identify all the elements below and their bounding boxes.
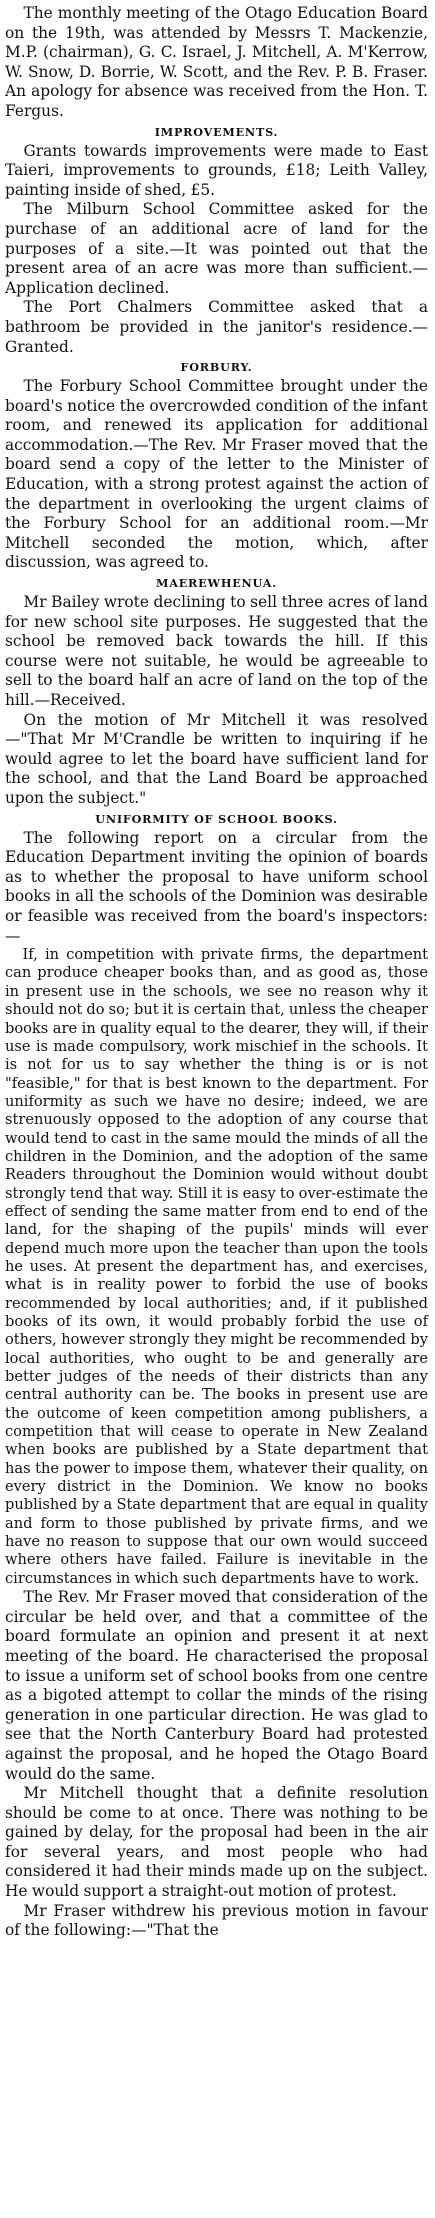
paragraph-grants: Grants towards improvements were made to East Taieri, improvements to grounds, £18; Leith Valley, painting inside of shed, £5. (5, 141, 428, 199)
paragraph-fraser-motion: The Rev. Mr Fraser moved that consideration of the circular be held over, and that a committee of the board formulate an opinion and present it at next meeting of the board. He characterised the proposal to issue a uniform set of school books from one centre as a bigoted attempt to collar the minds of the rising generation in one particular direction. He was glad to see that the North Canterbury Board had protested against the proposal, and he hoped the Otago Board would do the same. (5, 1588, 428, 1783)
paragraph-port-chalmers: The Port Chalmers Committee asked that a bathroom be provided in the janitor's residence.—Granted. (5, 298, 428, 356)
inspectors-report-quote: If, in competition with private firms, the department can produce cheaper books than, and as good as, those in present use in the schools, we see no reason why it should not do so; but it is certain that, unless the cheaper books are in quality equal to the dearer, they will, if their use is made compulsory, work mischief in the schools. It is not for us to say whether the thing is or is not "feasible," for that is best known to the department. For uniformity as such we have no desire; indeed, we are strenuously opposed to the adoption of any course that would tend to cast in the same mould the minds of all the children in the Dominion, and the adoption of the same Readers throughout the Dominion would without doubt strongly tend that way. Still it is easy to over-estimate the effect of sending the same matter from end to end of the land, for the shaping of the pupils' minds will ever depend much more upon the teacher than upon the tools he uses. At present the department has, and exercises, what is in reality power to forbid the use of books recommended by local authorities; and, if it published books of its own, it would probably forbid the use of others, however strongly they might be recommended by local authorities, who ought to be and generally are better judges of the needs of their districts than any central authority can be. The books in present use are the outcome of keen competition among publishers, a competition that will cease to operate in New Zealand when books are published by a State department that has the power to impose them, whatever their quality, on every district in the Dominion. We know no books published by a State department that are equal in quality and form to those published by private firms, and we have no reason to suppose that our own would succeed where others have failed. Failure is inevitable in the circumstances in which such departments have to work. (5, 946, 429, 1587)
section-heading-forbury: FORBURY. (180, 360, 253, 375)
paragraph-forbury: The Forbury School Committee brought under the board's notice the overcrowded condition of the infant room, and renewed its application for additional accommodation.—The Rev. Mr Fraser moved that the board send a copy of the letter to the Minister of Education, with a strong protest against the action of the department in overlooking the urgent claims of the Forbury School for an additional room.—Mr Mitchell seconded the motion, which, after discussion, was agreed to. (5, 377, 428, 572)
paragraph-fraser-withdrew: Mr Fraser withdrew his previous motion in favour of the following:—"That the (5, 1901, 428, 1940)
article-column (5, 4, 428, 1941)
section-heading-improvements: IMPROVEMENTS. (154, 124, 279, 139)
paragraph-mitchell-resolution: On the motion of Mr Mitchell it was resolved—"That Mr M'Crandle be written to inquiring if he would agree to let the board have sufficient land for the school, and that the Land Board be approached upon the subject." (5, 710, 428, 807)
paragraph-bailey: Mr Bailey wrote declining to sell three acres of land for new school site purposes. He suggested that the school be removed back towards the hill. If this course were not suitable, he would be agreeable to sell to the board half an acre of land on the top of the hill.—Received. (5, 593, 428, 709)
paragraph-milburn: The Milburn School Committee asked for the purchase of an additional acre of land for the purposes of a site.—It was pointed out that the present area of an acre was more than sufficient.—Application declined. (5, 200, 428, 297)
section-heading-uniformity: UNIFORMITY OF SCHOOL BOOKS. (95, 811, 338, 826)
section-heading-maerewhenua: MAEREWHENUA. (156, 576, 277, 591)
intro-paragraph: The monthly meeting of the Otago Education Board on the 19th, was attended by Messrs T. Mackenzie, M.P. (chairman), G. C. Israel, J. Mitchell, A. M'Kerrow, W. Snow, D. Borrie, W. Scott, and the Rev. P. B. Fraser. An apology for absence was received from the Hon. T. Fergus. (5, 4, 428, 120)
paragraph-mitchell-opinion: Mr Mitchell thought that a definite resolution should be come to at once. There was nothing to be gained by delay, for the proposal had been in the air for several years, and most people who had considered it had their minds made up on the subject. He would support a straight-out motion of protest. (5, 1784, 428, 1901)
paragraph-report-intro: The following report on a circular from the Education Department inviting the opinion of boards as to whether the proposal to have uniform school books in all the schools of the Dominion was desirable or feasible was received from the board's inspectors:— (5, 828, 428, 945)
